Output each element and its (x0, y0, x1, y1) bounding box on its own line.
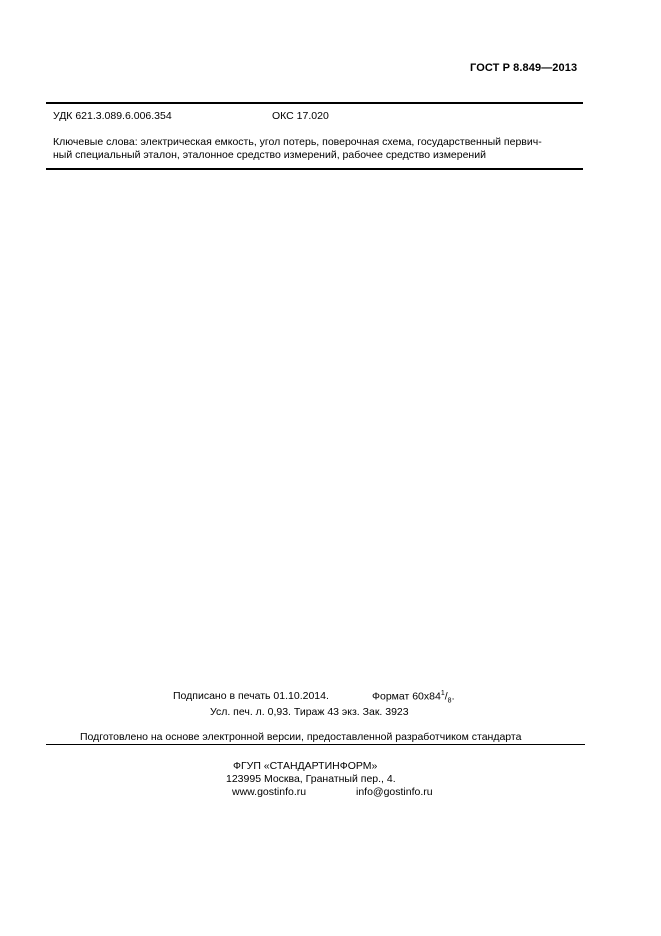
top-divider (46, 102, 583, 104)
bottom-divider (46, 168, 583, 170)
keywords-line-2: ный специальный эталон, эталонное средство измерений, рабочее средство измерений (53, 149, 486, 161)
imprint-divider (46, 744, 585, 745)
format-denominator: 8 (447, 697, 452, 705)
print-sheets-info: Усл. печ. л. 0,93. Тираж 43 экз. Зак. 3923 (210, 706, 409, 718)
paper-format (372, 690, 454, 705)
format-suffix: . (451, 690, 455, 703)
publisher-email[interactable]: info@gostinfo.ru (356, 786, 433, 798)
publisher-name: ФГУП «СТАНДАРТИНФОРМ» (233, 760, 378, 772)
signed-for-print: Подписано в печать 01.10.2014. (173, 690, 329, 702)
format-prefix: Формат 60х84 (372, 690, 441, 703)
oks-code: ОКС 17.020 (272, 110, 329, 122)
udk-code: УДК 621.3.089.6.006.354 (53, 110, 172, 122)
publisher-address: 123995 Москва, Гранатный пер., 4. (226, 773, 396, 785)
format-numerator: 1 (440, 690, 445, 697)
prepared-note: Подготовлено на основе электронной версии, предоставленной разработчиком стандарта (80, 731, 522, 743)
standard-id: ГОСТ Р 8.849—2013 (470, 62, 578, 74)
keywords-block (53, 136, 583, 162)
publisher-website[interactable]: www.gostinfo.ru (232, 786, 307, 798)
format-slash: / (444, 690, 448, 703)
keywords-line-1: Ключевые слова: электрическая емкость, угол потерь, поверочная схема, государственный первич- (53, 136, 542, 148)
